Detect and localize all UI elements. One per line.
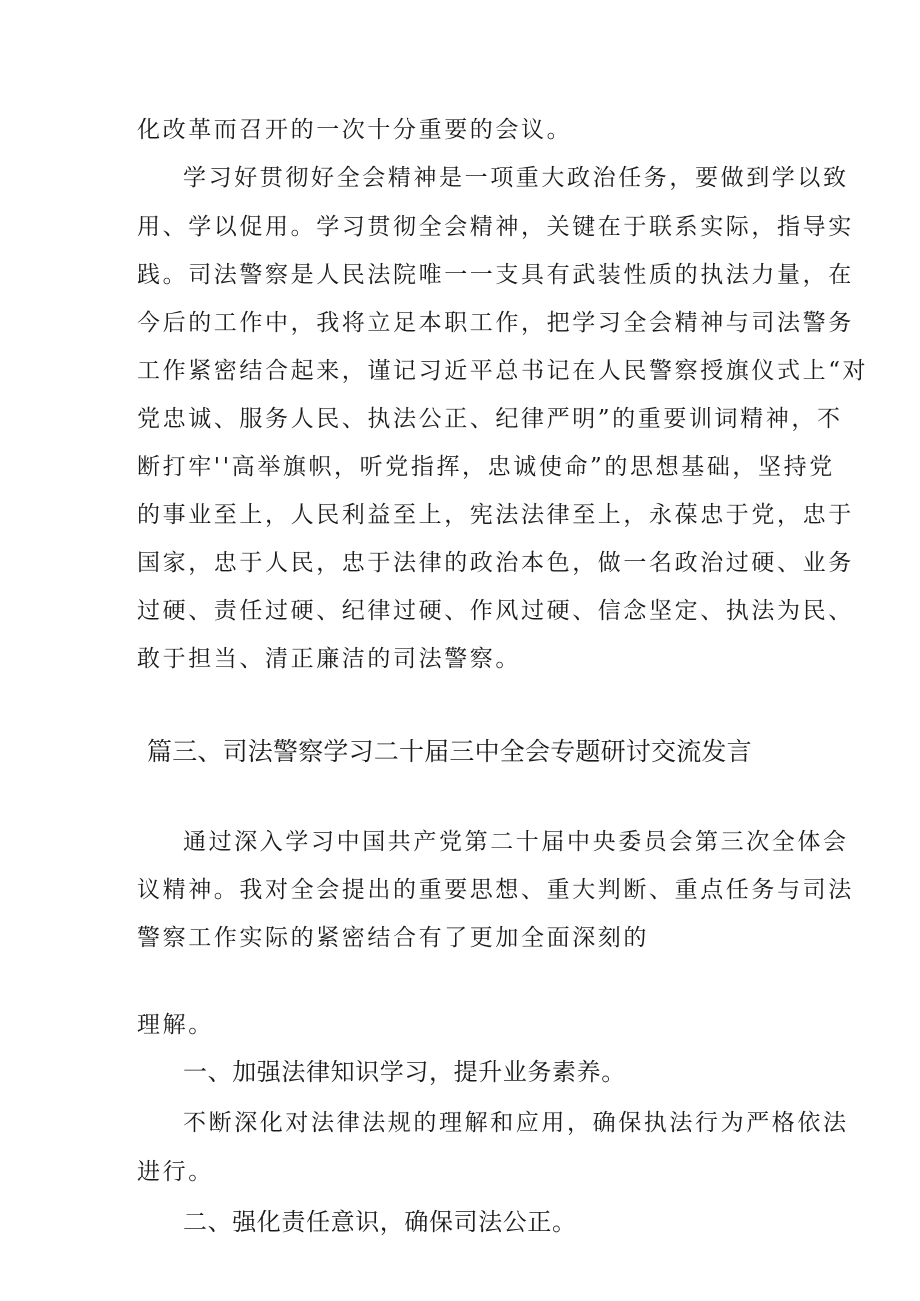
- paragraph-line: 过硬、责任过硬、纪律过硬、作风过硬、信念坚定、执法为民、: [137, 598, 854, 624]
- paragraph-line: 议精神。我对全会提出的重要思想、重大判断、重点任务与司法: [137, 877, 854, 903]
- subheading: 二、强化责任意识，确保司法公正。: [183, 1208, 577, 1236]
- paragraph-line: 不断深化对法律法规的理解和应用，确保执法行为严格依法: [183, 1110, 849, 1136]
- paragraph-line: 通过深入学习中国共产党第二十届中央委员会第三次全体会: [183, 829, 849, 855]
- subheading: 一、加强法律知识学习，提升业务素养。: [183, 1058, 626, 1086]
- section-title: 篇三、司法警察学习二十届三中全会专题研讨交流发言: [147, 737, 752, 766]
- paragraph-line: 用、学以促用。学习贯彻全会精神，关键在于联系实际，指导实: [137, 214, 854, 240]
- paragraph-line: 化改革而召开的一次十分重要的会议。: [137, 117, 573, 143]
- paragraph-line: 工作紧密结合起来，谨记习近平总书记在人民警察授旗仪式上“对: [137, 358, 869, 384]
- paragraph-line: 学习好贯彻好全会精神是一项重大政治任务，要做到学以致: [183, 165, 849, 191]
- paragraph-line: 断打牢''高举旗帜，听党指挥，忠诚使命”的思想基础，坚持党: [137, 454, 835, 480]
- paragraph-line: 践。司法警察是人民法院唯一一支具有武装性质的执法力量，在: [137, 262, 854, 288]
- paragraph-line: 警察工作实际的紧密结合有了更加全面深刻的: [137, 925, 649, 951]
- paragraph-line: 敢于担当、清正廉洁的司法警察。: [137, 646, 521, 672]
- paragraph-line: 党忠诚、服务人民、执法公正、纪律严明”的重要训词精神，不: [137, 406, 843, 432]
- paragraph-line: 进行。: [137, 1159, 214, 1185]
- paragraph-line: 国家，忠于人民，忠于法律的政治本色，做一名政治过硬、业务: [137, 550, 854, 576]
- paragraph-line: 的事业至上，人民利益至上，宪法法律至上，永葆忠于党，忠于: [137, 502, 854, 528]
- paragraph-line: 今后的工作中，我将立足本职工作，把学习全会精神与司法警务: [137, 310, 854, 336]
- paragraph-line: 理解。: [137, 1012, 214, 1038]
